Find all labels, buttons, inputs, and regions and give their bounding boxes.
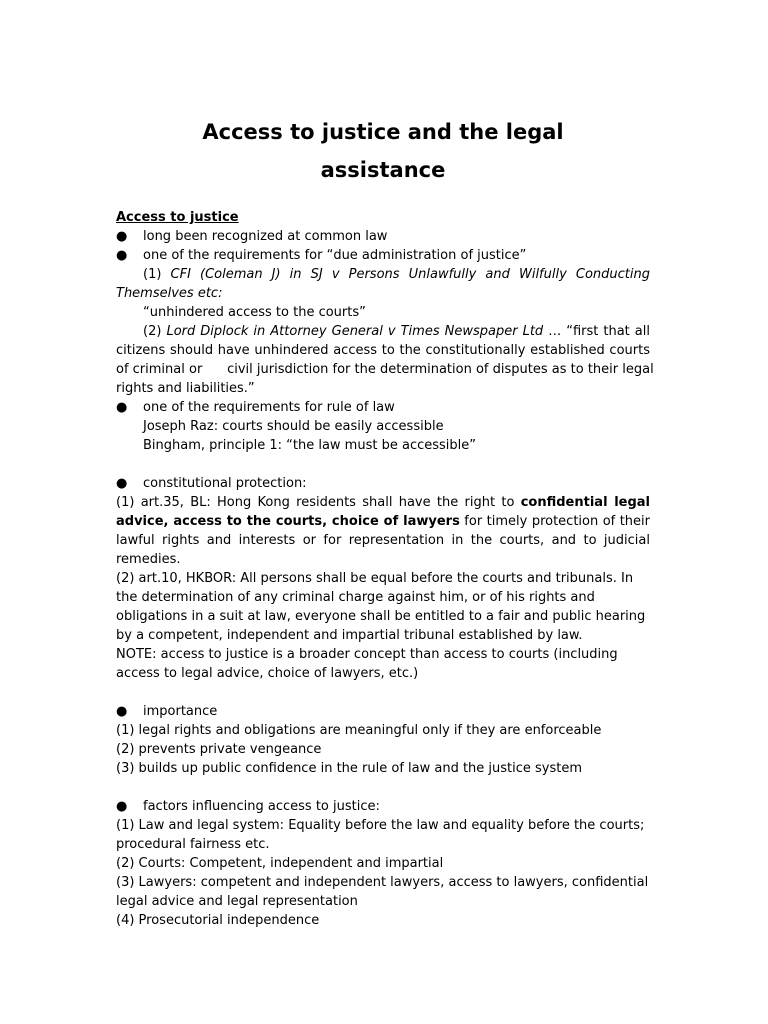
note-text: NOTE: access to justice is a broader concept than access to courts (including xyxy=(116,647,618,662)
bullet-icon: ● xyxy=(116,704,128,719)
bullet-icon: ● xyxy=(116,476,128,491)
citation-text: CFI (Coleman J) in SJ v Persons Unlawfully and Wilfully Conducting xyxy=(170,267,650,282)
bold-text: confidential legal xyxy=(520,495,651,510)
section-heading: Access to justice xyxy=(116,210,239,225)
paragraph-text: the determination of any criminal charge against him, or of his rights and xyxy=(116,590,595,605)
paragraph-text: remedies. xyxy=(116,552,181,567)
list-item: procedural fairness etc. xyxy=(116,837,270,852)
list-item: (1) legal rights and obligations are meaningful only if they are enforceable xyxy=(116,723,602,738)
title-line-1: Access to justice and the legal xyxy=(202,120,564,144)
bullet-item xyxy=(116,227,650,246)
list-item: (1) Law and legal system: Equality before the law and equality before the courts; xyxy=(116,818,645,833)
bullet-item xyxy=(116,702,650,721)
list-item: legal advice and legal representation xyxy=(116,894,358,909)
bullet-text: one of the requirements for rule of law xyxy=(143,400,395,415)
list-item: (3) builds up public confidence in the rule of law and the justice system xyxy=(116,761,583,776)
bold-text: advice, access to the courts, choice of lawyers xyxy=(116,514,460,529)
bullet-item xyxy=(116,398,650,417)
citation-number: (1) xyxy=(143,267,171,282)
citation-line xyxy=(116,322,650,341)
bullet-icon: ● xyxy=(116,799,128,814)
quote-text: citizens should have unhindered access to the constitutionally established courts xyxy=(116,343,650,358)
bullet-text: factors influencing access to justice: xyxy=(143,799,380,814)
paragraph-text: (1) art.35, BL: Hong Kong residents shall have the right to xyxy=(116,495,521,510)
list-item: (2) prevents private vengeance xyxy=(116,742,322,757)
bullet-text: one of the requirements for “due administration of justice” xyxy=(143,248,527,263)
page-title xyxy=(116,113,650,189)
list-item: (4) Prosecutorial independence xyxy=(116,913,320,928)
paragraph-text: by a competent, independent and impartial tribunal established by law. xyxy=(116,628,583,643)
paragraph-text: (2) art.10, HKBOR: All persons shall be equal before the courts and tribunals. In xyxy=(116,571,634,586)
article-35-line xyxy=(116,493,650,512)
bullet-icon: ● xyxy=(116,248,128,263)
citation-number: (2) xyxy=(143,324,167,339)
quote-text: “unhindered access to the courts” xyxy=(143,305,366,320)
citation-text: Themselves etc: xyxy=(116,286,223,301)
bullet-text: importance xyxy=(143,704,218,719)
sub-text: Joseph Raz: courts should be easily accessible xyxy=(143,419,444,434)
quote-text: … “first that all xyxy=(543,324,650,339)
bullet-item xyxy=(116,797,650,816)
list-item: (3) Lawyers: competent and independent lawyers, access to lawyers, confidential xyxy=(116,875,649,890)
quote-text: of criminal or civil jurisdiction for the determination of disputes as to their legal xyxy=(116,362,654,377)
bullet-text: long been recognized at common law xyxy=(143,229,388,244)
paragraph-text: for timely protection of their xyxy=(459,514,651,529)
list-item: (2) Courts: Competent, independent and impartial xyxy=(116,856,444,871)
bullet-item xyxy=(116,474,650,493)
bullet-icon: ● xyxy=(116,400,128,415)
note-text: access to legal advice, choice of lawyers, etc.) xyxy=(116,666,419,681)
bullet-text: constitutional protection: xyxy=(143,476,307,491)
paragraph-text: lawful rights and interests or for representation in the courts, and to judicial xyxy=(116,533,650,548)
bullet-icon: ● xyxy=(116,229,128,244)
paragraph-text: obligations in a suit at law, everyone shall be entitled to a fair and public hearing xyxy=(116,609,646,624)
document-body xyxy=(116,208,654,930)
title-line-2: assistance xyxy=(320,158,446,182)
quote-text: rights and liabilities.” xyxy=(116,381,255,396)
sub-text: Bingham, principle 1: “the law must be accessible” xyxy=(143,438,476,453)
citation-line xyxy=(116,265,650,284)
bullet-item xyxy=(116,246,650,265)
citation-text: Lord Diplock in Attorney General v Times Newspaper Ltd xyxy=(166,324,544,339)
